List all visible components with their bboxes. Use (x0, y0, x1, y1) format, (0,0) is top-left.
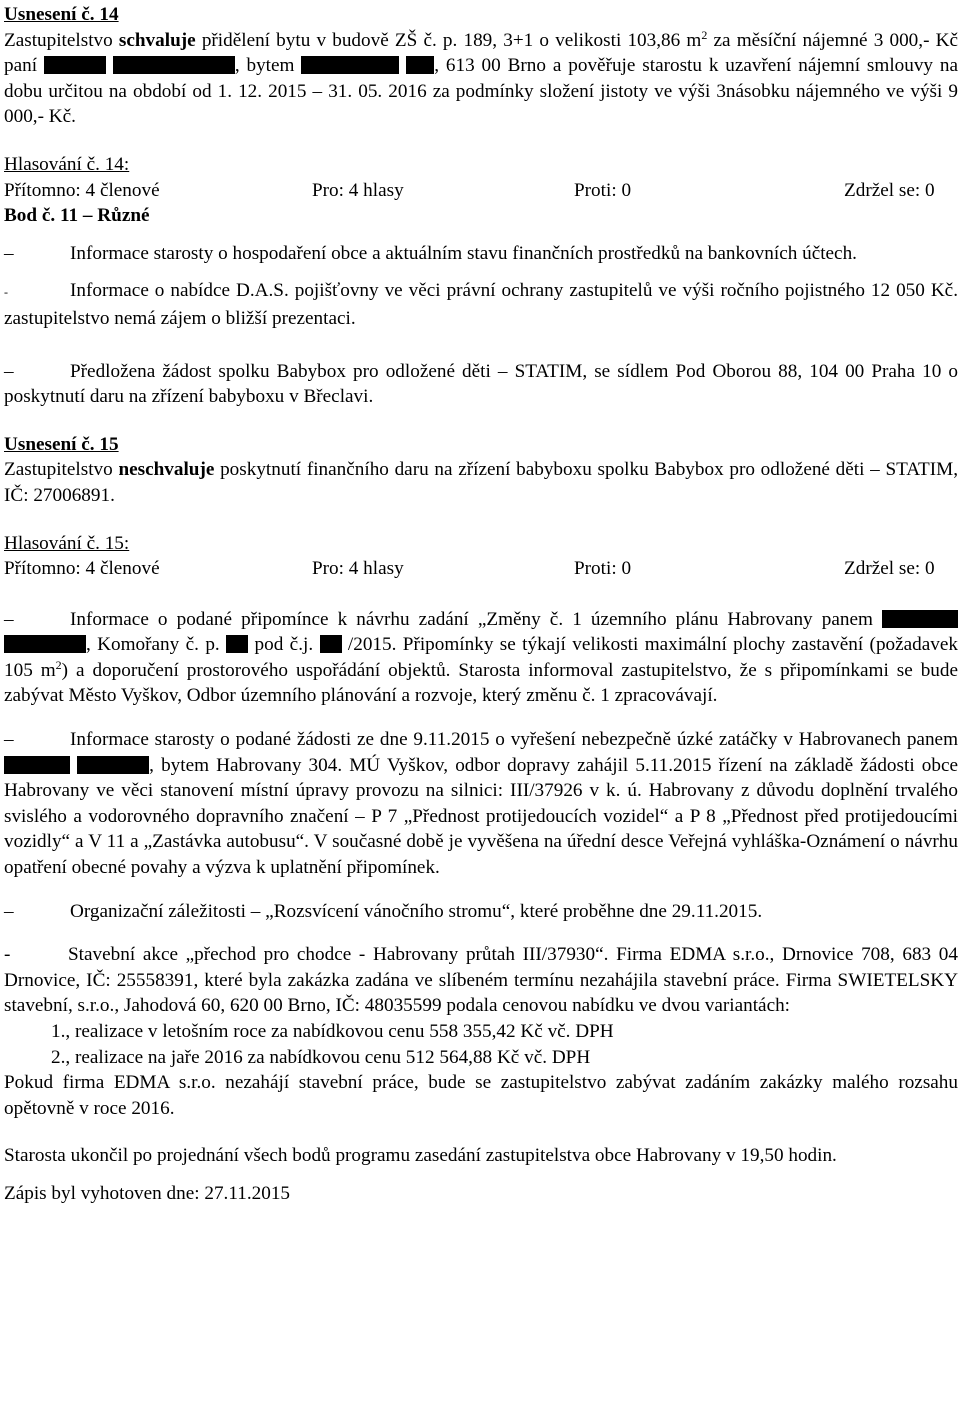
vote-15-heading: Hlasování č. 15: (4, 532, 130, 554)
list-item: – Organizační záležitosti – „Rozsvícení vánočního stromu“, které proběhne dne 29.11.2015. (4, 900, 763, 922)
list-item-note: Pokud firma EDMA s.r.o. nezahájí stavební práce, bude se zastupitelstvo zabývat zadáním zakázky malého rozsahu opětovně v roce 2016. (4, 1072, 958, 1119)
redaction-block (113, 56, 235, 74)
document-date: Zápis byl vyhotoven dne: 27.11.2015 (4, 1182, 291, 1204)
redaction-block (320, 635, 342, 653)
resolution-15-heading: Usnesení č. 15 (4, 433, 119, 455)
list-item: – Předložena žádost spolku Babybox pro odložené děti – STATIM, se sídlem Pod Oborou 88, 104 00 Praha 10 o poskytnutí daru na zřízení babyboxu v Břeclavi. (4, 360, 958, 408)
vote-for: Pro: 4 hlasy (312, 558, 404, 580)
list-item: - Stavební akce „přechod pro chodce - Habrovany průtah III/37930“. Firma EDMA s.r.o., Drnovice 708, 683 04 Drnovice, IČ: 25558391, které byla zakázka zadána ve slíbeném termínu nezahájila stavební práce. Firma SWIETELSKY stavební, s.r.o., Jahodová 60, 620 00 Brno, IČ: 48035599 podala cenovou nabídku ve dvou variantách: (4, 944, 958, 1017)
vote-abstain: Zdržel se: 0 (844, 179, 935, 201)
redaction-block (406, 56, 434, 74)
resolution-15-text: Zastupitelstvo neschvaluje poskytnutí finančního daru na zřízení babyboxu spolku Babybox pro odložené děti – STATIM, IČ: 27006891. (4, 459, 958, 506)
agenda-item-11-heading: Bod č. 11 – Různé (4, 205, 150, 227)
meeting-minutes-page (4, 2, 958, 1207)
redaction-block (4, 635, 86, 653)
price-option-2: 2., realizace na jaře 2016 za nabídkovou cenu 512 564,88 Kč vč. DPH (51, 1046, 591, 1068)
list-item: – Informace starosty o hospodaření obce a aktuálním stavu finančních prostředků na bankovních účtech. (4, 242, 857, 264)
price-option-1: 1., realizace v letošním roce za nabídkovou cenu 558 355,42 Kč vč. DPH (51, 1021, 614, 1042)
vote-for: Pro: 4 hlasy (312, 179, 404, 201)
vote-present: Přítomno: 4 členové (4, 558, 160, 580)
redaction-block (226, 635, 248, 653)
redaction-block (4, 756, 70, 774)
closing-statement: Starosta ukončil po projednání všech bodů programu zasedání zastupitelstva obce Habrovany v 19,50 hodin. (4, 1145, 837, 1167)
vote-present: Přítomno: 4 členové (4, 179, 160, 201)
vote-abstain: Zdržel se: 0 (844, 558, 935, 580)
vote-14-results (4, 178, 956, 204)
vote-15-results (4, 556, 956, 582)
redaction-block (882, 610, 958, 628)
resolution-14-heading: Usnesení č. 14 (4, 4, 119, 25)
redaction-block (77, 756, 149, 774)
redaction-block (44, 56, 106, 74)
vote-against: Proti: 0 (574, 558, 632, 580)
resolution-15-verb: neschvaluje (118, 459, 215, 481)
resolution-14-text: Zastupitelstvo schvaluje přidělení bytu v budově ZŠ č. p. 189, 3+1 o velikosti 103,86 $m^2$ za měsíční nájemné 3 000,- Kč paní , bytem , 613 00 Brno a pověřuje starostu k uzavření nájemní smlouvy na dobu určitou na období od 1. 12. 2015 – 31. 05. 2016 za podmínky složení jistoty ve výši 3násobku nájemného ve výši 9 000,- Kč. (4, 27, 959, 128)
vote-14-heading: Hlasování č. 14: (4, 153, 130, 175)
redaction-block (301, 56, 399, 74)
list-item: – Informace starosty o podané žádosti ze dne 9.11.2015 o vyřešení nebezpečně úzké zatáčky v Habrovanech panem , bytem Habrovany 304. MÚ Vyškov, odbor dopravy zahájil 5.11.2015 řízení na základě žádosti obce Habrovany ve věci stanovení místní úpravy provozu na silnici: III/37926 v k. ú. Habrovany z důvodu doplnění trvalého svislého a vodorovného dopravního značení – P 7 „Přednost protijedoucích vozidel“ a P 8 „Přednost před protijedoucími vozidly“ a V 11 a „Zastávka autobusu“. V současné době je vyvěšena na úřední desce Veřejná vyhláška-Oznámení o návrhu opatření obecné povahy a výzva k uplatnění připomínek. (4, 729, 959, 879)
resolution-14-verb: schvaluje (118, 29, 196, 51)
vote-against: Proti: 0 (574, 179, 632, 201)
list-item: – Informace o podané připomínce k návrhu zadání „Změny č. 1 územního plánu Habrovany panem , Komořany č. p. pod č.j. /2015. Připomínky se týkají velikosti maximální plochy zastavění (požadavek 105 $m^2$) a doporučení prostorového uspořádání objektů. Starosta informoval zastupitelstvo, že s připomínkami se bude zabývat Město Vyškov, Odbor územního plánování a rozvoje, který změnu č. 1 zpracovávají. (4, 608, 958, 707)
list-item: - Informace o nabídce D.A.S. pojišťovny ve věci právní ochrany zastupitelů ve výši ročního pojistného 12 050 Kč. zastupitelstvo nemá zájem o bližší prezentaci. (4, 280, 958, 329)
